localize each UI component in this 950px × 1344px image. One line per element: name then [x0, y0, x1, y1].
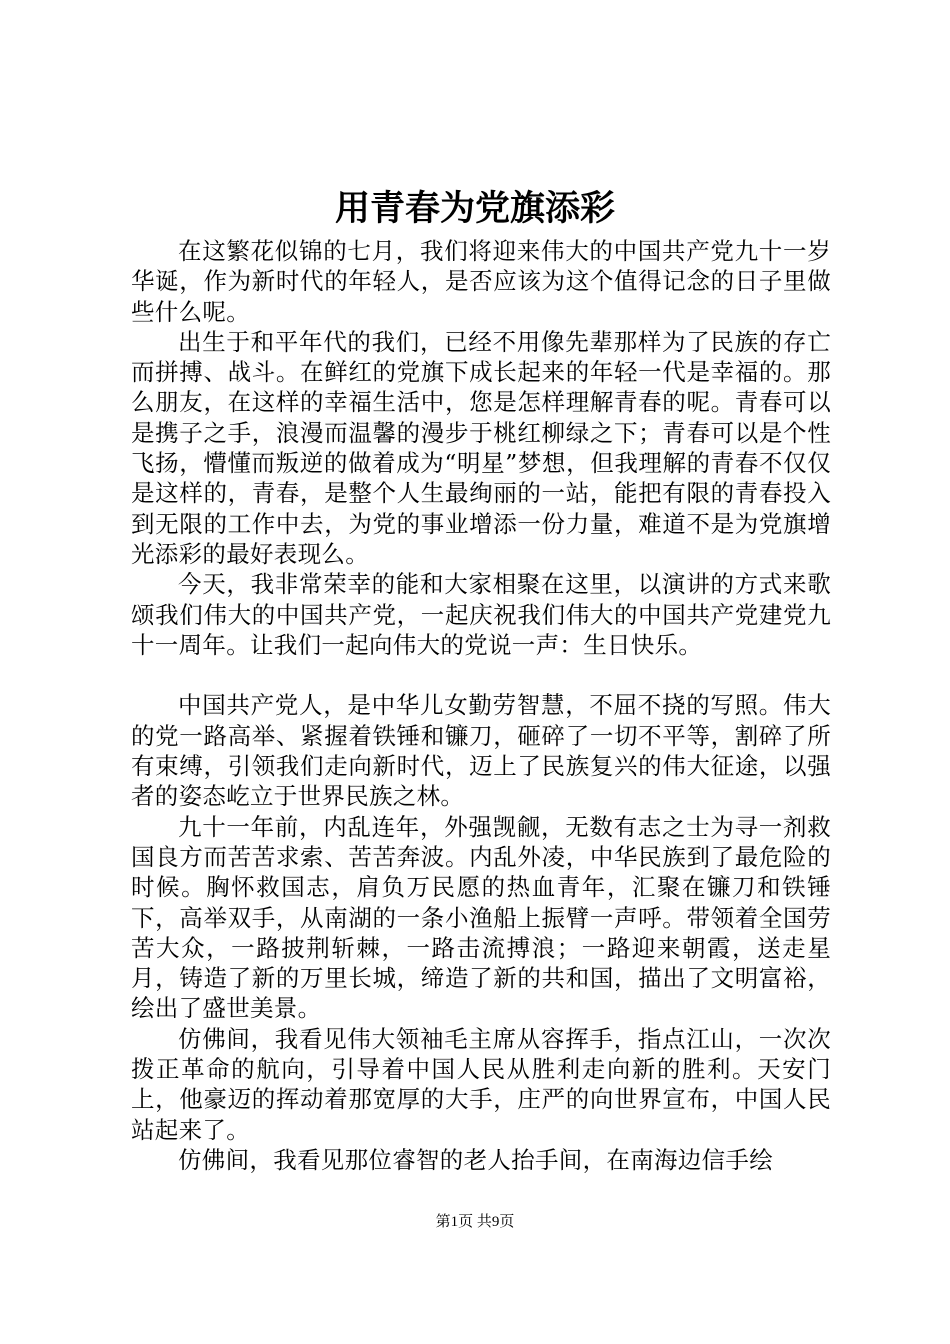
blank-line — [131, 660, 831, 690]
paragraph-3: 今天，我非常荣幸的能和大家相聚在这里，以演讲的方式来歌颂我们伟大的中国共产党，一起庆祝我们伟大的中国共产党建党九十一周年。让我们一起向伟大的党说一声：生日快乐。 — [131, 570, 831, 659]
paragraph-7: 仿佛间，我看见那位睿智的老人抬手间，在南海边信手绘 — [178, 1145, 773, 1174]
document-title: 用青春为党旗添彩 — [334, 188, 615, 229]
page-footer: 第1页 共9页 — [435, 1214, 515, 1230]
paragraph-5: 九十一年前，内乱连年，外强觊觎，无数有志之士为寻一剂救国良方而苦苦求索、苦苦奔波。内乱外凌，中华民族到了最危险的时候。胸怀救国志，肩负万民愿的热血青年，汇聚在镰刀和铁锤下，高举双手，从南湖的一条小渔船上振臂一声呼。带领着全国劳苦大众，一路披荆斩棘，一路击流搏浪；一路迎来朝霞，送走星月，铸造了新的万里长城，缔造了新的共和国，描出了文明富裕，绘出了盛世美景。 — [131, 812, 831, 1023]
document-body — [131, 236, 831, 1175]
paragraph-2: 出生于和平年代的我们，已经不用像先辈那样为了民族的存亡而拼搏、战斗。在鲜红的党旗下成长起来的年轻一代是幸福的。那么朋友，在这样的幸福生活中，您是怎样理解青春的呢。青春可以是携子之手，浪漫而温馨的漫步于桃红柳绿之下；青春可以是个性飞扬，懵懂而叛逆的做着成为“明星”梦想，但我理解的青春不仅仅是这样的，青春，是整个人生最绚丽的一站，能把有限的青春投入到无限的工作中去，为党的事业增添一份力量，难道不是为党旗增光添彩的最好表现么。 — [131, 327, 831, 568]
paragraph-4: 中国共产党人，是中华儿女勤劳智慧，不屈不挠的写照。伟大的党一路高举、紧握着铁锤和镰刀，砸碎了一切不平等，割碎了所有束缚，引领我们走向新时代，迈上了民族复兴的伟大征途，以强者的姿态屹立于世界民族之林。 — [131, 691, 831, 811]
paragraph-6: 仿佛间，我看见伟大领袖毛主席从容挥手，指点江山，一次次拨正革命的航向，引导着中国人民从胜利走向新的胜利。天安门上，他豪迈的挥动着那宽厚的大手，庄严的向世界宣布，中国人民站起来了。 — [131, 1024, 831, 1144]
paragraph-1: 在这繁花似锦的七月，我们将迎来伟大的中国共产党九十一岁华诞，作为新时代的年轻人，是否应该为这个值得记念的日子里做些什么呢。 — [131, 237, 831, 326]
